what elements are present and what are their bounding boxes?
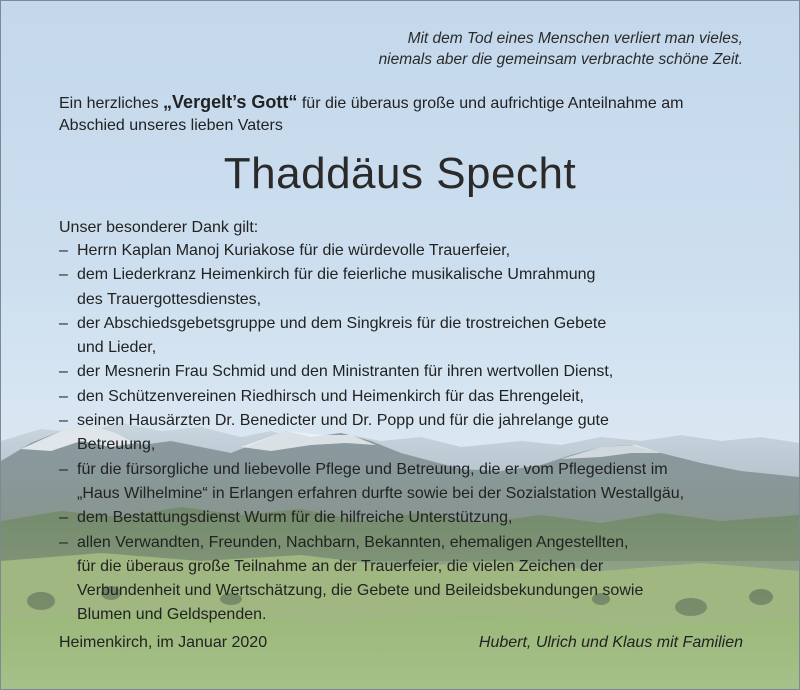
dash-bullet: – bbox=[59, 533, 68, 551]
list-item bbox=[59, 385, 759, 409]
list-item bbox=[59, 409, 759, 458]
list-item-line: seinen Hausärzten Dr. Benedicter und Dr. Popp und für die jahrelange gute bbox=[77, 412, 609, 430]
deceased-name: Thaddäus Specht bbox=[223, 149, 577, 198]
quote bbox=[379, 28, 743, 70]
quote-line: niemals aber die gemeinsam verbrachte schöne Zeit. bbox=[378, 51, 743, 68]
dash-bullet: – bbox=[59, 314, 68, 332]
list-item-line: „Haus Wilhelmine“ in Erlangen erfahren durfte sowie bei der Sozialstation Westallgäu, bbox=[77, 484, 685, 502]
list-item-line: Herrn Kaplan Manoj Kuriakose für die würdevolle Trauerfeier, bbox=[77, 242, 511, 259]
place-date: Heimenkirch, im Januar 2020 bbox=[59, 634, 268, 651]
list-item-line: der Mesnerin Frau Schmid und den Ministranten für ihren wertvollen Dienst, bbox=[77, 363, 614, 381]
list-item-line: den Schützenvereinen Riedhirsch und Heimenkirch für das Ehrengeleit, bbox=[77, 387, 584, 405]
quote-line: Mit dem Tod eines Menschen verliert man vieles, bbox=[407, 30, 743, 47]
list-item bbox=[59, 531, 759, 628]
list-item-line: allen Verwandten, Freunden, Nachbarn, Bekannten, ehemaligen Angestellten, bbox=[77, 533, 629, 551]
list-item-line: für die überaus große Teilnahme an der Trauerfeier, die vielen Zeichen der bbox=[77, 557, 604, 575]
dash-bullet: – bbox=[59, 387, 68, 405]
list-item bbox=[59, 360, 759, 384]
list-item bbox=[59, 312, 759, 361]
list-item-line: Betreuung, bbox=[77, 436, 156, 454]
list-item bbox=[59, 506, 759, 530]
intro-before: Ein herzliches bbox=[59, 95, 164, 112]
dash-bullet: – bbox=[59, 266, 68, 284]
dash-bullet: – bbox=[59, 363, 68, 381]
dash-bullet: – bbox=[59, 460, 68, 478]
thanks-list bbox=[59, 239, 759, 628]
thanks-heading: Unser besonderer Dank gilt: bbox=[59, 219, 259, 236]
list-item bbox=[59, 263, 759, 312]
dash-bullet: – bbox=[59, 412, 68, 430]
list-item bbox=[59, 458, 759, 507]
intro-after: für die überaus große und aufrichtige Anteilnahme am Abschied unseres lieben Vaters bbox=[59, 95, 684, 134]
obituary-text bbox=[1, 1, 799, 689]
signature: Hubert, Ulrich und Klaus mit Familien bbox=[478, 634, 743, 651]
list-item-line: dem Bestattungsdienst Wurm für die hilfreiche Unterstützung, bbox=[77, 509, 513, 527]
dash-bullet: – bbox=[59, 509, 68, 527]
intro-emphasis: „Vergelt’s Gott“ bbox=[163, 92, 298, 112]
list-item-line: Verbundenheit und Wertschätzung, die Gebete und Beileidsbekundungen sowie bbox=[77, 582, 644, 600]
list-item-line: der Abschiedsgebetsgruppe und dem Singkreis für die trostreichen Gebete bbox=[77, 314, 607, 332]
intro-text bbox=[59, 91, 749, 137]
list-item-line: des Trauergottesdienstes, bbox=[77, 290, 262, 308]
list-item-line: Blumen und Geldspenden. bbox=[77, 606, 267, 624]
dash-bullet: – bbox=[59, 242, 68, 259]
list-item-line: für die fürsorgliche und liebevolle Pflege und Betreuung, die er vom Pflegedienst im bbox=[77, 460, 668, 478]
list-item-line: dem Liederkranz Heimenkirch für die feierliche musikalische Umrahmung bbox=[77, 266, 596, 284]
list-item bbox=[59, 239, 759, 263]
list-item-line: und Lieder, bbox=[77, 339, 157, 357]
